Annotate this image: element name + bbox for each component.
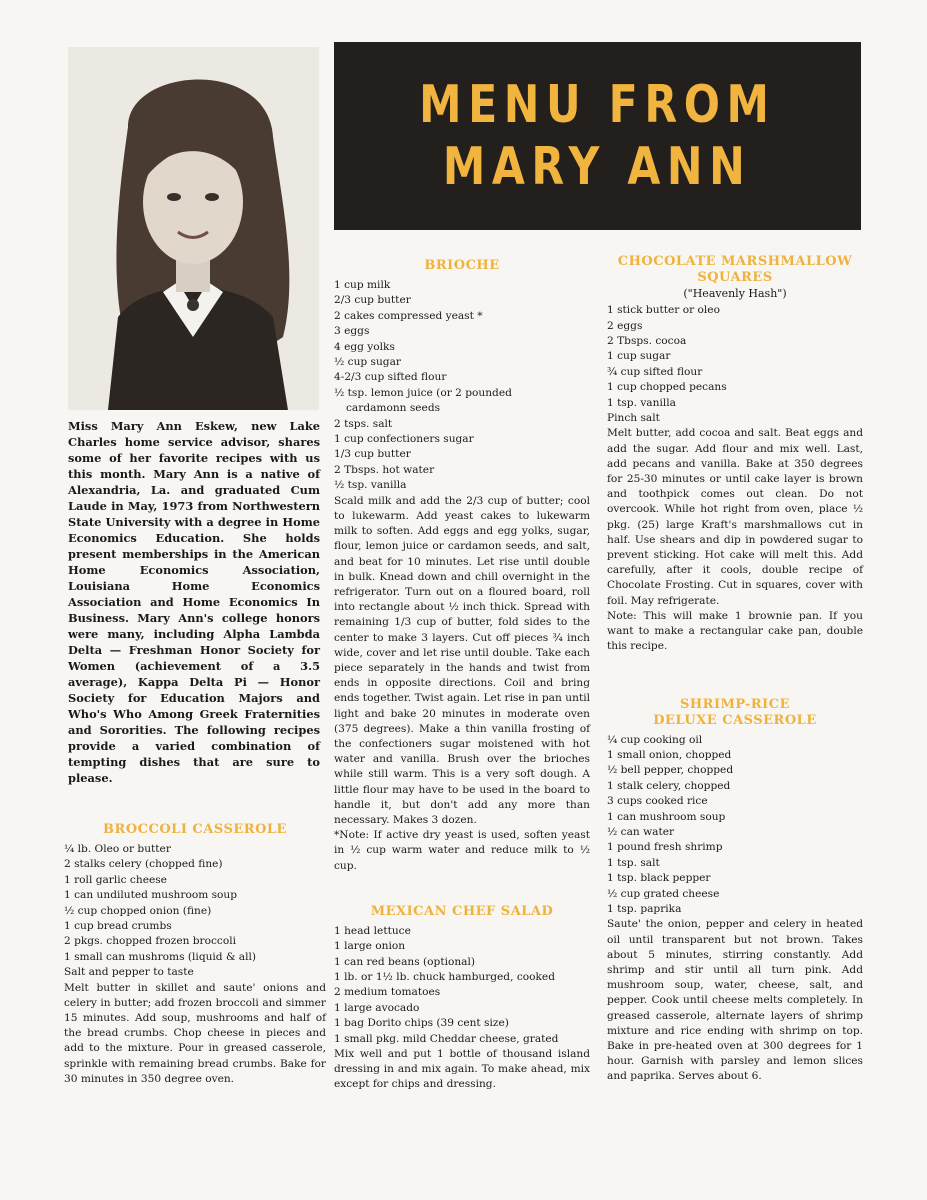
- title-line-2: MARY ANN: [443, 137, 752, 197]
- ingredient: 4-2/3 cup sifted flour: [334, 371, 447, 384]
- ingredient: ¼ lb. Oleo or butter: [64, 843, 171, 855]
- ingredient: 1 pound fresh shrimp: [607, 841, 723, 854]
- ingredient: 2 Tbsps. cocoa: [607, 335, 687, 348]
- ingredient: Salt and pepper to taste: [64, 966, 194, 979]
- title-banner: [334, 42, 861, 230]
- ingredient: ½ cup chopped onion (fine): [64, 904, 212, 917]
- shrimp-ingredients: [607, 733, 863, 918]
- ingredient: ½ can water: [607, 825, 675, 838]
- ingredient: ½ bell pepper, chopped: [607, 764, 734, 777]
- shrimp-title-line-2: DELUXE CASSEROLE: [653, 712, 817, 728]
- ingredient: 1 cup bread crumbs: [64, 920, 172, 933]
- shrimp-casserole-title: [607, 697, 863, 729]
- ingredient: 1 tsp. black pepper: [607, 872, 711, 885]
- ingredient: 2 stalks celery (chopped fine): [64, 858, 223, 871]
- brioche-ingredients: [334, 278, 590, 494]
- ingredient: 1/3 cup butter: [334, 448, 411, 461]
- right-column: [607, 254, 863, 1085]
- ingredient: 1 cup milk: [334, 279, 391, 291]
- ingredient: 2 Tbsps. hot water: [334, 463, 435, 476]
- brioche-title: BRIOCHE: [424, 258, 500, 273]
- ingredient: 2 pkgs. chopped frozen broccoli: [64, 935, 237, 948]
- broccoli-ingredients: [64, 842, 326, 981]
- ingredient: 3 cups cooked rice: [607, 795, 708, 808]
- ingredient: ½ tsp. lemon juice (or 2 pounded: [334, 386, 512, 399]
- ingredient: 1 can red beans (optional): [334, 955, 475, 968]
- ingredient: 1 lb. or 1½ lb. chuck hamburged, cooked: [334, 970, 555, 983]
- brioche-note: *Note: If active dry yeast is used, soften yeast in ½ cup warm water and reduce milk to ½ cup.: [334, 829, 590, 872]
- ingredient: 1 small pkg. mild Cheddar cheese, grated: [334, 1032, 559, 1045]
- bio-paragraph: Miss Mary Ann Eskew, new Lake Charles home service advisor, shares some of her favorite recipes with us this month. Mary Ann is a native of Alexandria, La. and graduated Cum Laude in May, 1973 from Northwestern State University with a degree in Home Economics Education. She holds present memberships in the American Home Economics Association, Louisiana Home Economics Association and Home Economics In Business. Mary Ann's college honors were many, including Alpha Lambda Delta — Freshman Honor Society for Women (achievement of a 3.5 average), Kappa Delta Pi — Honor Society for Education Majors and Who's Who Among Greek Fraternities and Sororities. The following recipes provide a varied combination of tempting dishes that are sure to please.: [68, 419, 320, 785]
- mexican-salad-directions: Mix well and put 1 bottle of thousand island dressing in and mix again. To make ahead, mix except for chips and dressing.: [334, 1048, 590, 1091]
- ingredient: 2 cakes compressed yeast *: [334, 309, 483, 322]
- ingredient: ½ cup grated cheese: [607, 887, 720, 900]
- ingredient: 1 tsp. paprika: [607, 902, 682, 915]
- chocolate-subtitle: ("Heavenly Hash"): [683, 287, 787, 300]
- title-line-1: MENU FROM: [419, 75, 776, 135]
- chocolate-note: Note: This will make 1 brownie pan. If you want to make a rectangular cake pan, double this recipe.: [607, 609, 863, 653]
- portrait-illustration: [68, 47, 319, 410]
- ingredient: 1 large onion: [334, 940, 406, 953]
- ingredient: 1 roll garlic cheese: [64, 873, 167, 886]
- ingredient: 4 egg yolks: [334, 340, 395, 353]
- ingredient: ¾ cup sifted flour: [607, 365, 703, 378]
- ingredient: 1 cup confectioners sugar: [334, 433, 474, 446]
- ingredient: 1 tsp. salt: [607, 856, 660, 869]
- ingredient: 3 eggs: [334, 325, 370, 338]
- ingredient: Pinch salt: [607, 412, 660, 425]
- ingredient: ½ tsp. vanilla: [334, 479, 407, 492]
- ingredient: 1 small can mushroms (liquid & all): [64, 950, 256, 963]
- ingredient: 1 small onion, chopped: [607, 748, 732, 761]
- ingredient: 1 bag Dorito chips (39 cent size): [334, 1017, 509, 1030]
- shrimp-title-line-1: SHRIMP-RICE: [679, 696, 791, 712]
- mexican-salad-title: MEXICAN CHEF SALAD: [370, 903, 554, 919]
- portrait-photo: [68, 47, 319, 410]
- broccoli-directions: Melt butter in skillet and saute' onions and celery in butter; add frozen broccoli and simmer 15 minutes. Add soup, mushrooms and half of the bread crumbs. Chop cheese in pieces and add to the mixture. Pour in greased casserole, sprinkle with remaining bread crumbs. Bake for 30 minutes in 350 degree oven.: [64, 981, 326, 1085]
- broccoli-recipe: [64, 822, 326, 1087]
- ingredient: 1 cup chopped pecans: [607, 381, 727, 394]
- brioche-directions: Scald milk and add the 2/3 cup of butter; cool to lukewarm. Add yeast cakes to lukewarm milk to soften. Add eggs and egg yolks, sugar, flour, lemon juice or cardamon seeds, and salt, and beat for 10 minutes. Let rise until double in bulk. Knead down and chill overnight in the refrigerator. Turn out on a floured board, roll into rectangle about ½ inch thick. Spread with remaining 1/3 cup of butter, fold sides to the center to make 3 layers. Cut off pieces ¾ inch wide, cover and let rise until double. Take each piece separately in the hands and twist from ends in opposite directions. Coil and bring ends together. Twist again. Let rise in pan until light and bake 20 minutes in moderate oven (375 degrees). Make a thin vanilla frosting of the confectioners sugar moistened with hot water and vanilla. Brush over the brioches while still warm. This is a very soft dough. A little flour may have to be used in the board to handle it, but don't add any more than necessary. Makes 3 dozen.: [334, 494, 590, 826]
- ingredient: 1 can mushroom soup: [607, 810, 726, 823]
- ingredient: 1 cup sugar: [607, 350, 671, 363]
- chocolate-ingredients: [607, 303, 863, 426]
- ingredient: ¼ cup cooking oil: [607, 733, 703, 746]
- ingredient: 2 tsps. salt: [334, 417, 393, 430]
- ingredient: 2 medium tomatoes: [334, 986, 441, 999]
- ingredient: 2 eggs: [607, 319, 643, 332]
- chocolate-directions: Melt butter, add cocoa and salt. Beat eggs and add the sugar. Add flour and mix well. Last, add pecans and vanilla. Bake at 350 degrees for 25-30 minutes or until cake layer is brown and toothpick comes out clean. Do not overcook. While hot right from oven, place ½ pkg. (25) large Kraft's marshmallows cut in half. Use shears and dip in powdered sugar to prevent sticking. Hot cake will melt this. Add carefully, after it cools, double recipe of Chocolate Frosting. Cut in squares, cover with foil. May refrigerate.: [607, 427, 863, 607]
- ingredient: 1 head lettuce: [334, 924, 411, 937]
- mexican-salad-ingredients: [334, 924, 590, 1047]
- chocolate-title-line-2: SQUARES: [697, 270, 773, 285]
- ingredient: 1 stick butter or oleo: [607, 304, 720, 317]
- middle-column: [334, 258, 590, 1093]
- ingredient: ½ cup sugar: [334, 356, 401, 369]
- ingredient: 1 large avocado: [334, 1001, 420, 1014]
- ingredient: 1 stalk celery, chopped: [607, 779, 731, 792]
- ingredient: 2/3 cup butter: [334, 294, 411, 307]
- ingredient: 1 can undiluted mushroom soup: [64, 889, 238, 902]
- shrimp-directions: Saute' the onion, pepper and celery in heated oil until transparent but not brown. Takes about 5 minutes, stirring constantly. Add shrimp and stir until all turn pink. Add mushroom soup, water, cheese, salt, and pepper. Cook until cheese melts completely. In greased casserole, alternate layers of shrimp mixture and rice ending with shrimp on top. Bake in pre-heated oven at 300 degrees for 1 hour. Garnish with parsley and lemon slices and paprika. Serves about 6.: [607, 918, 863, 1083]
- chocolate-squares-title: [607, 254, 863, 286]
- broccoli-title: BROCCOLI CASSEROLE: [103, 822, 287, 837]
- chocolate-title-line-1: CHOCOLATE MARSHMALLOW: [617, 254, 853, 269]
- ingredient: cardamonn seeds: [346, 402, 441, 415]
- ingredient: 1 tsp. vanilla: [607, 396, 676, 409]
